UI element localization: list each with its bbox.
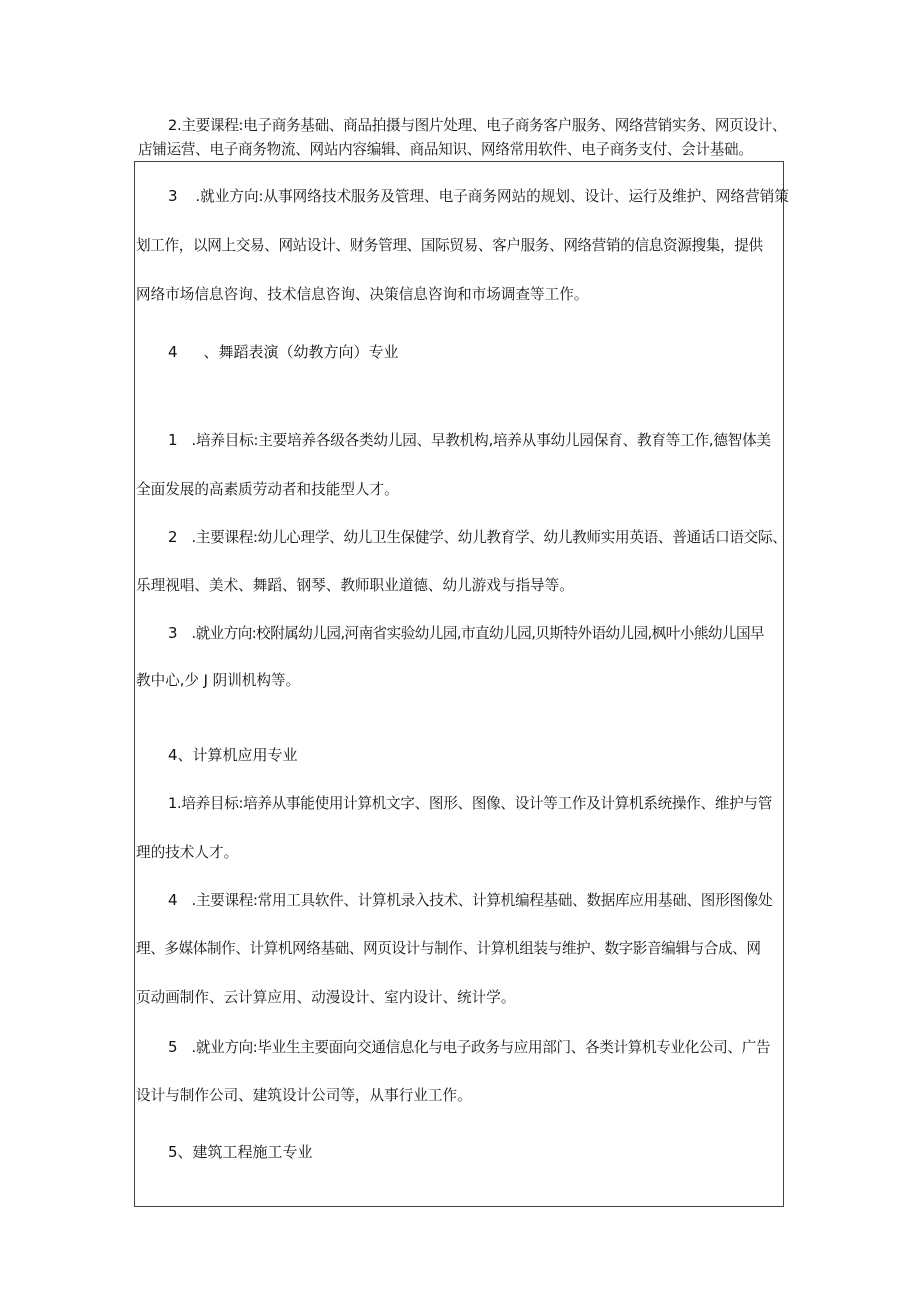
computer-goal-line-1: 1.培养目标:培养从事能使用计算机文字、图形、图像、设计等工作及计算机系统操作、维护与管 (168, 795, 772, 812)
ecommerce-job-line-3: 网络市场信息咨询、技术信息咨询、决策信息咨询和市场调查等工作。 (136, 286, 589, 303)
item-number: 3 (168, 187, 178, 205)
computer-course-line-1 (168, 890, 772, 911)
dance-goal-line-1 (168, 430, 771, 451)
dance-heading-text: 、舞蹈表演（幼教方向）专业 (203, 343, 399, 361)
computer-course-line-3: 页动画制作、云计算应用、动漫设计、室内设计、统计学。 (136, 989, 516, 1006)
ecommerce-job-text-1: .就业方向:从事网络技术服务及管理、电子商务网站的规划、设计、运行及维护、网络营销策 (195, 188, 789, 205)
computer-course-line-2: 理、多媒体制作、计算机网络基础、网页设计与制作、计算机组装与维护、数字影音编辑与合成、网 (136, 940, 761, 957)
dance-course-line-2: 乐理视唱、美术、舞蹈、钢琴、教师职业道德、幼儿游戏与指导等。 (136, 577, 574, 594)
course-line-2: 店铺运营、电子商务物流、网站内容编辑、商品知识、网络常用软件、电子商务支付、会计基础。 (138, 141, 753, 158)
dance-heading (168, 342, 399, 362)
dance-job-line-2: 教中心,少 J 阴训机构等。 (136, 672, 301, 689)
computer-goal-line-2: 理的技术人才。 (136, 844, 239, 861)
construction-heading: 5、建筑工程施工专业 (168, 1143, 313, 1161)
item-number: 1 (168, 431, 178, 449)
dance-job-text-1: .就业方向:校附属幼儿园,河南省实验幼儿园,市直幼儿园,贝斯特外语幼儿园,枫叶小熊幼儿国早 (191, 625, 765, 642)
computer-job-line-2: 设计与制作公司、建筑设计公司等，从事行业工作。 (136, 1087, 472, 1104)
computer-heading: 4、计算机应用专业 (168, 746, 298, 764)
dance-course-line-1 (168, 527, 787, 548)
computer-course-text-1: .主要课程:常用工具软件、计算机录入技术、计算机编程基础、数据库应用基础、图形图像处 (191, 892, 773, 909)
dance-goal-line-2: 全面发展的高素质劳动者和技能型人才。 (136, 481, 399, 498)
ecommerce-job-line-1 (168, 186, 789, 207)
computer-job-text-1: .就业方向:毕业生主要面向交通信息化与电子政务与应用部门、各类计算机专业化公司、广告 (191, 1039, 771, 1056)
item-number: 3 (168, 624, 178, 642)
course-line-1: 2.主要课程:电子商务基础、商品拍摄与图片处理、电子商务客户服务、网络营销实务、网页设计、 (168, 117, 787, 134)
item-number: 2 (168, 528, 178, 546)
dance-goal-text-1: .培养目标:主要培养各级各类幼儿园、早教机构,培养从事幼儿园保育、教育等工作,德智体美 (191, 432, 771, 449)
dance-job-line-1 (168, 623, 764, 644)
item-number: 5 (168, 1038, 178, 1056)
dance-course-text-1: .主要课程:幼儿心理学、幼儿卫生保健学、幼儿教育学、幼儿教师实用英语、普通话口语交际、 (191, 529, 787, 546)
computer-job-line-1 (168, 1037, 770, 1058)
ecommerce-job-line-2: 划工作，以网上交易、网站设计、财务管理、国际贸易、客户服务、网络营销的信息资源搜集，提供 (136, 237, 763, 254)
item-number: 4 (168, 891, 178, 909)
section-number: 4 (168, 343, 178, 361)
